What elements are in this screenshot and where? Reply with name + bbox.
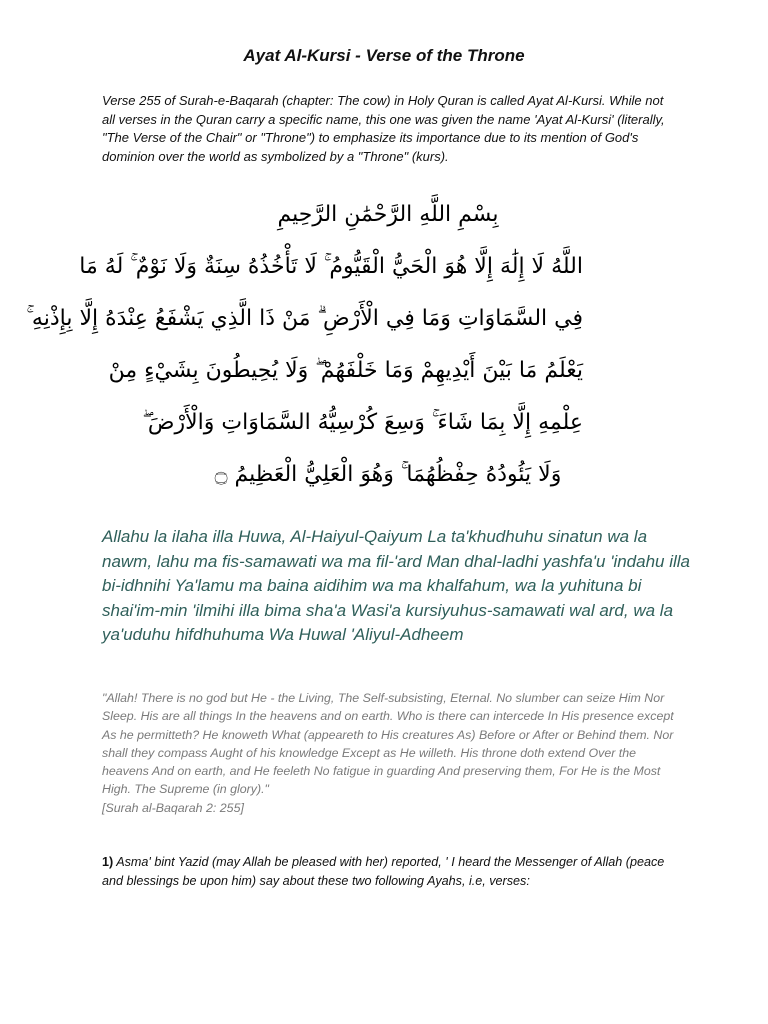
translation-paragraph: [102, 689, 682, 817]
verse-reference: [Surah al-Baqarah 2: 255]: [102, 800, 244, 815]
arabic-calligraphy-image: [26, 196, 583, 498]
arabic-line: وَلَا يَئُودُهُ حِفْظُهُمَا ۚ وَهُوَ الْعَلِيُّ الْعَظِيمُ ۝: [214, 462, 562, 487]
hadith-paragraph: [102, 853, 677, 890]
arabic-line: يَعْلَمُ مَا بَيْنَ أَيْدِيهِمْ وَمَا خَلْفَهُمْ ۖ وَلَا يُحِيطُونَ بِشَيْءٍ مِنْ: [108, 358, 583, 383]
intro-paragraph: Verse 255 of Surah-e-Baqarah (chapter: The cow) in Holy Quran is called Ayat Al-Kursi. While not all verses in the Quran carry a specific name, this one was given the name 'Ayat Al-Kursi' (literally, "The Verse of the Chair" or "Throne") to emphasize its importance due to its mention of God's dominion over the world as symbolized by a "Throne" (kurs).: [102, 93, 665, 164]
hadith-text: Asma' bint Yazid (may Allah be pleased with her) reported, ' I heard the Messenger of Allah (peace and blessings be upon him) say about these two following Ayahs, i.e, verses:: [102, 855, 665, 888]
hadith-number: 1): [102, 855, 114, 869]
arabic-line: فِي السَّمَاوَاتِ وَمَا فِي الْأَرْضِ ۗ مَنْ ذَا الَّذِي يَشْفَعُ عِنْدَهُ إِلَّا بِإِذْنِهِ ۚ: [26, 306, 583, 331]
arabic-line-basmala: بِسْمِ اللَّهِ الرَّحْمَٰنِ الرَّحِيمِ: [277, 202, 499, 227]
arabic-line: اللَّهُ لَا إِلَٰهَ إِلَّا هُوَ الْحَيُّ الْقَيُّومُ ۚ لَا تَأْخُذُهُ سِنَةٌ وَلَا نَوْمٌ ۚ لَهُ مَا: [79, 254, 583, 279]
translation-text: "Allah! There is no god but He - the Living, The Self-subsisting, Eternal. No slumber can seize Him Nor Sleep. His are all things In the heavens and on earth. Who is there can intercede In His presence except As he permitteth? He knoweth What (appeareth to His creatures As) Before or After or Behind them. Nor shall they compass Aught of his knowledge Except as He willeth. His throne doth extend Over the heavens And on earth, and He feeleth No fatigue in guarding And preserving them, For He is the Most High. The Supreme (in glory).": [102, 691, 674, 797]
page-title: Ayat Al-Kursi - Verse of the Throne: [243, 46, 525, 65]
arabic-line: عِلْمِهِ إِلَّا بِمَا شَاءَ ۚ وَسِعَ كُرْسِيُّهُ السَّمَاوَاتِ وَالْأَرْضَ ۖ: [142, 410, 583, 435]
transliteration-paragraph: Allahu la ilaha illa Huwa, Al-Haiyul-Qaiyum La ta'khudhuhu sinatun wa la nawm, lahu ma fis-samawati wa ma fil-'ard Man dhal-ladhi yashfa'u 'indahu illa bi-idhnihi Ya'lamu ma baina aidihim wa ma khalfahum, wa la yuhituna bi shai'im-min 'ilmihi illa bima sha'a Wasi'a kursiyuhus-samawati wal ard, wa la ya'uduhu hifdhuhuma Wa Huwal 'Aliyul-Adheem: [102, 527, 691, 644]
